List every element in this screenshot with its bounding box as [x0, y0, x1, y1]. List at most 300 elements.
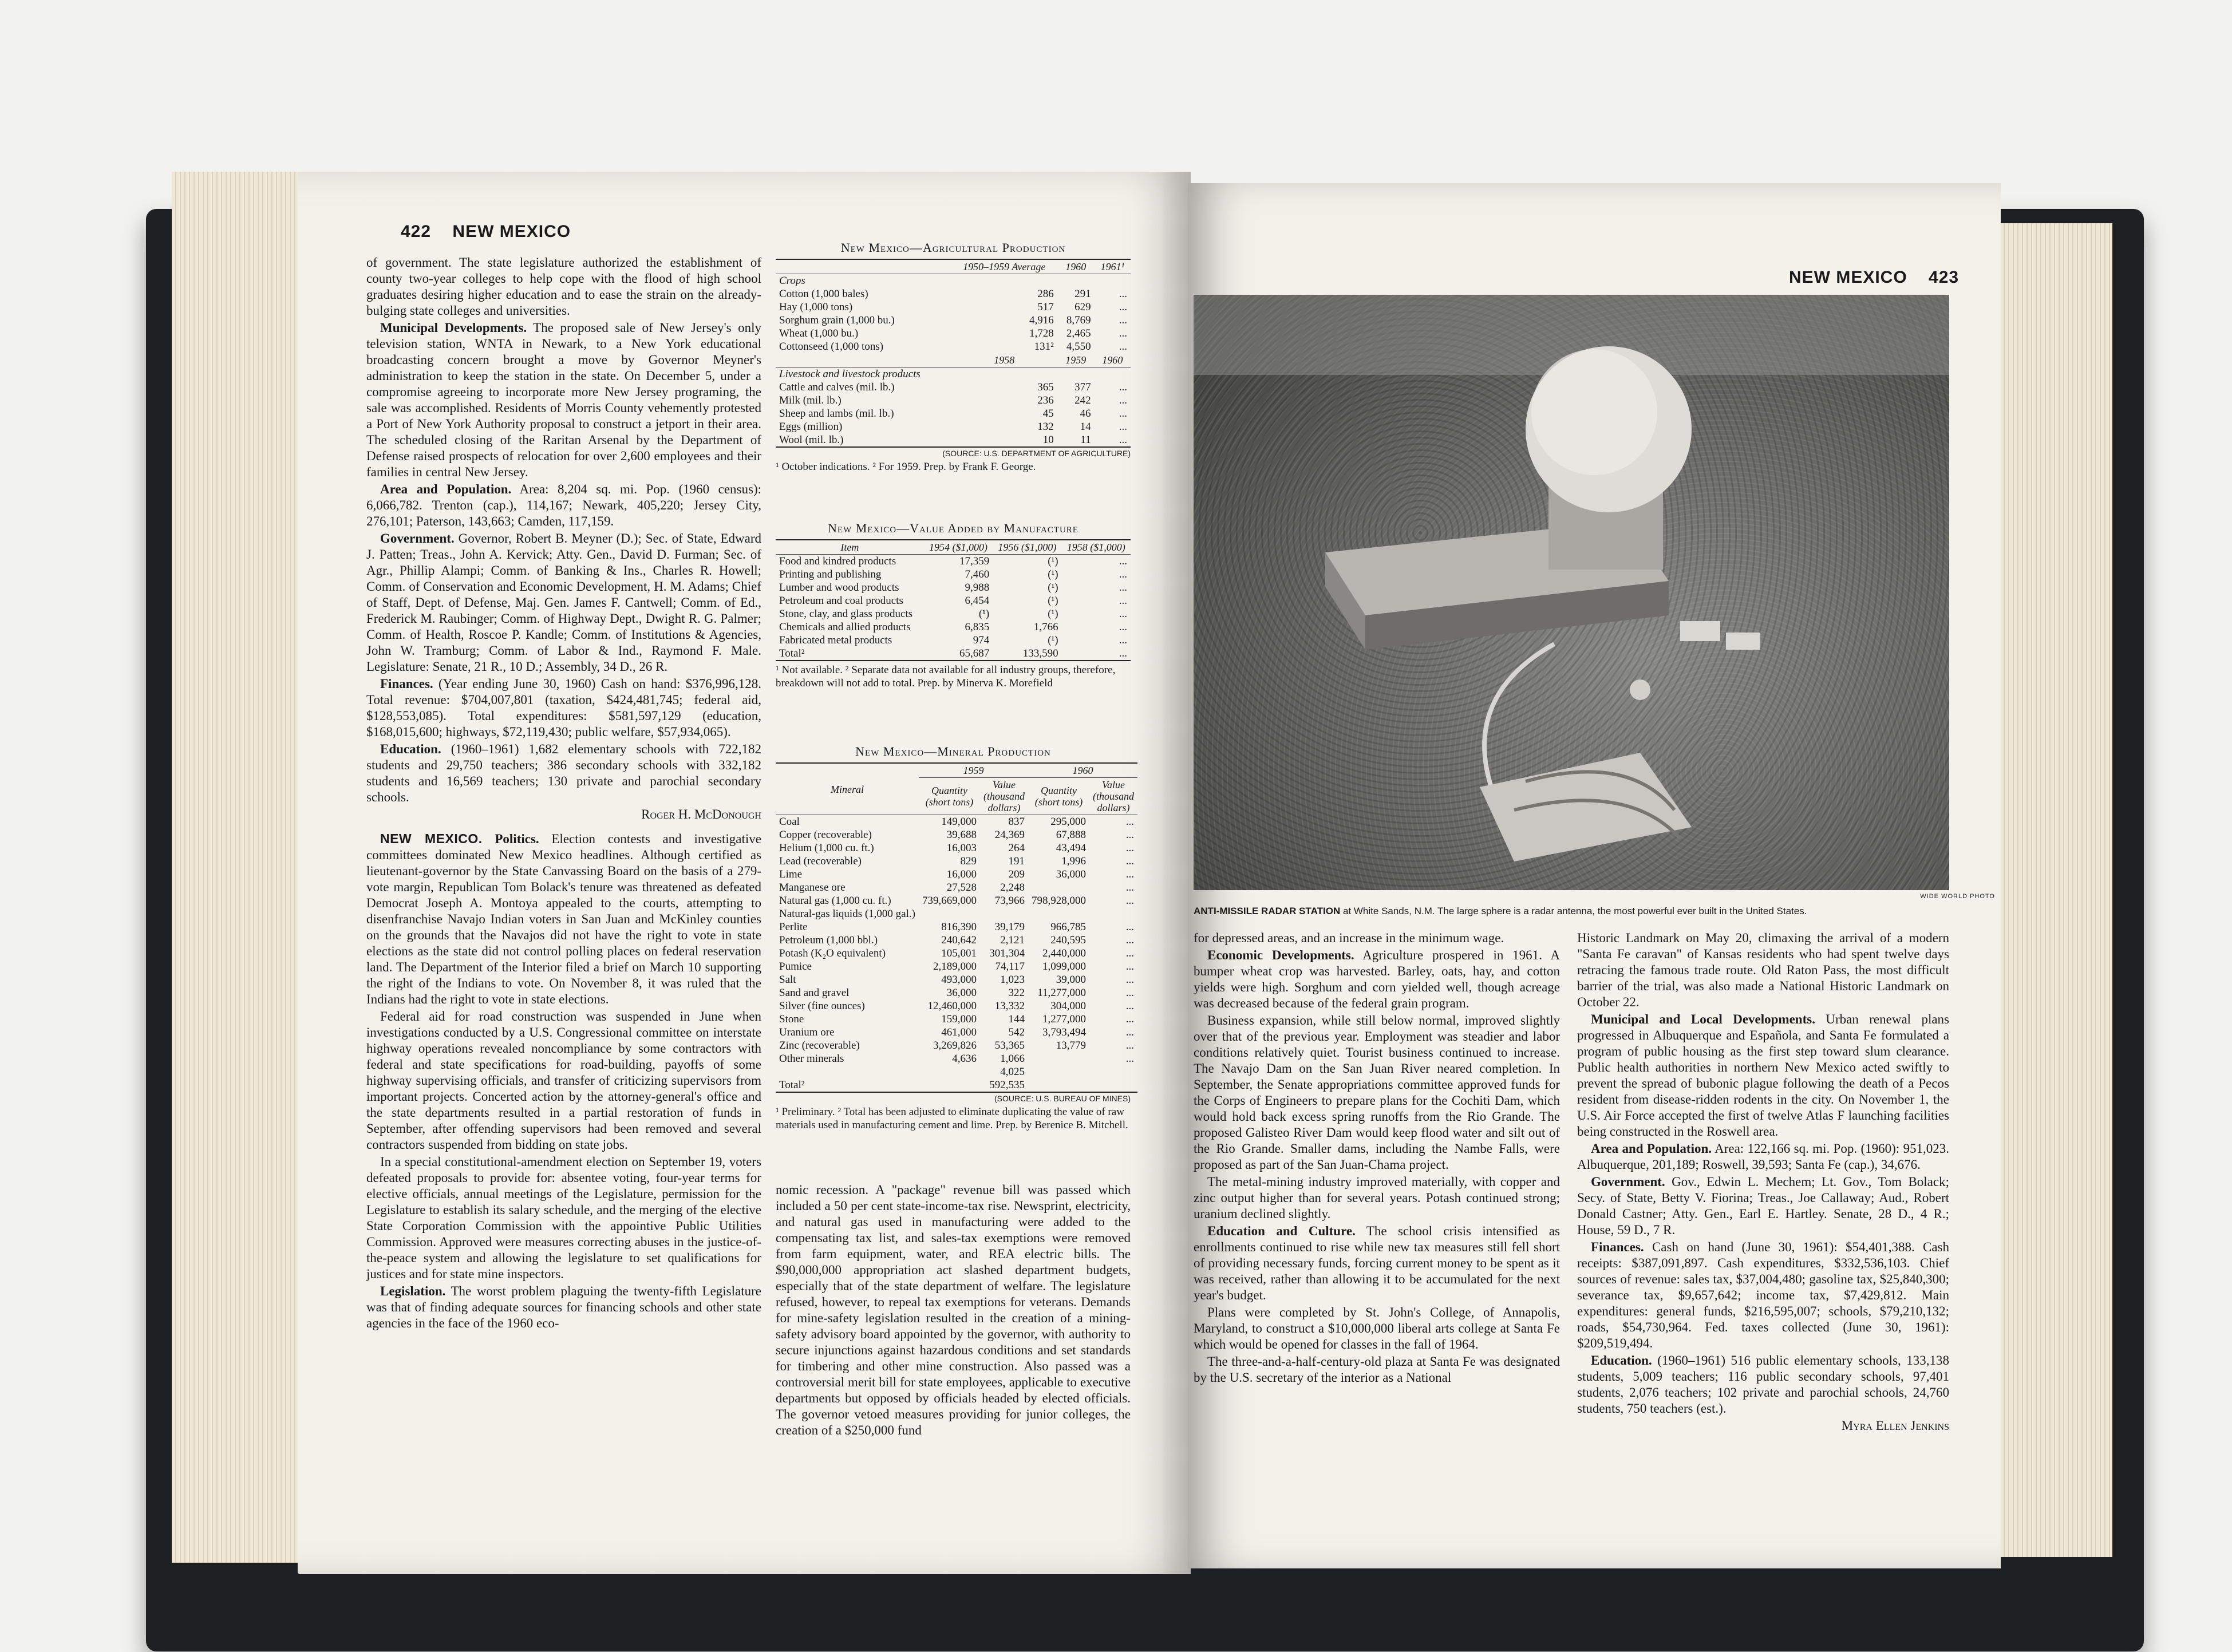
table-cell: [1095, 367, 1131, 381]
row-label: Milk (mil. lb.): [779, 394, 842, 406]
table-row: [776, 274, 1131, 288]
column-header: 1954 ($1,000): [924, 540, 993, 555]
paragraph-text: Urban renewal plans progressed in Albuquerque and Española, and Santa Fe formulated a program of public housing as the first step toward slum clearance. Public health authorities in northern New Mexico acted swiftly to prevent the spread of bubonic plague following the death of a Pecos resident from disease-ridden rodents in the city. On November 1, the U.S. Air Force accepted the first of twelve Atlas F launching facilities being constructed in the Roswell area.: [1577, 1012, 1950, 1139]
table-cell: 966,785: [1050, 921, 1086, 933]
table-cell: 301,304: [989, 947, 1025, 959]
table-cell: ...: [1125, 829, 1134, 841]
paragraph: [366, 831, 761, 1007]
table-cell: [1028, 881, 1089, 894]
table-row: [776, 634, 1131, 647]
manufacture-rows: [776, 555, 1131, 647]
table-cell: 16,003: [946, 842, 977, 854]
row-label: Potash (K₂O equivalent): [779, 947, 886, 959]
column-header: [776, 353, 951, 367]
left-column-2: [776, 1182, 1131, 1440]
table-cell: 2,248: [1000, 882, 1025, 894]
paragraph-text: Area: 122,166 sq. mi. Pop. (1960): 951,023. Albuquerque, 201,189; Roswell, 39,593; Santa Fe (cap.), 34,676.: [1577, 1141, 1950, 1172]
row-label: Stone: [779, 1013, 804, 1025]
row-label: Zinc (recoverable): [779, 1040, 860, 1052]
table-cell: [951, 274, 1057, 288]
column-header: Item: [776, 540, 924, 555]
table-cell: ...: [1119, 301, 1127, 313]
article-heading: NEW MEXICO.: [380, 831, 483, 846]
table-cell: ...: [1125, 855, 1134, 867]
column-header: Mineral: [776, 763, 919, 815]
row-label: Uranium ore: [779, 1026, 835, 1038]
table-cell: 3,793,494: [1042, 1026, 1086, 1038]
paragraph: Business expansion, while still below normal, improved slightly over that of the previous year. Employment was steadier and labor conditions relatively quiet. Tourist business continued to increase. The Navajo Dam on the San Juan River neared completion. In September, the Senate appropriations committee approved funds for the Corps of Engineers to prepare plans for the Cochiti Dam, which would hold back excess spring runoffs from the Rio Grande. The proposed Galisteo River Dam would keep flood water and silt out of the Rio Grande. Smaller dams, including the Nambe Falls, were proposed as part of the San Juan-Chama project.: [1194, 1013, 1560, 1172]
table-cell: 46: [1080, 408, 1091, 420]
table-header-row: [776, 763, 1137, 778]
paragraph-text: (1960–1961) 516 public elementary schools, 133,138 students, 5,009 teachers; 116 public secondary schools, 97,401 students, 2,076 teachers; 102 private and parochial schools, 24,760 students, 750 teachers (est.).: [1577, 1353, 1949, 1416]
paragraph: [366, 481, 761, 529]
paragraph: [1194, 1223, 1560, 1303]
table-cell: (¹): [1048, 555, 1058, 567]
paragraph: [1194, 947, 1560, 1011]
table-cell: 2,189,000: [933, 961, 977, 973]
table-cell: (¹): [1048, 595, 1058, 607]
table-cell: 322: [1008, 987, 1025, 999]
table-row: [776, 841, 1137, 855]
table-cell: 1,996: [1061, 855, 1086, 867]
table-cell: 132: [1037, 421, 1054, 433]
column-header: 1960: [1095, 353, 1131, 367]
paragraph: [1577, 1239, 1949, 1351]
table-cell: 1,766: [1033, 621, 1058, 633]
table-cell: 27,528: [946, 882, 977, 894]
paragraph-text: Agriculture prospered in 1961. A bumper wheat crop was harvested. Barley, oats, hay, and cotton yields were high. Sorghum and corn yielded well, though acreage was decreased because of the federal grain program.: [1194, 948, 1561, 1010]
paragraph: [1577, 1141, 1949, 1173]
row-label: Food and kindred products: [779, 555, 896, 567]
table-row: [776, 314, 1131, 327]
table-cell: 377: [1074, 381, 1091, 393]
table-cell: 74,117: [995, 961, 1025, 973]
table-cell: 592,535: [989, 1079, 1025, 1091]
column-header: 1950–1959 Average: [951, 259, 1057, 274]
table-cell: [1095, 274, 1131, 288]
table-row: [776, 367, 1131, 381]
table-cell: 3,269,826: [933, 1040, 977, 1052]
table-row: [776, 855, 1137, 868]
section-heading: Area and Population.: [1591, 1141, 1712, 1156]
table-cell: 39,179: [994, 921, 1025, 933]
table-cell: ...: [1125, 1053, 1134, 1065]
paragraph-text: (Year ending June 30, 1960) Cash on hand: $376,996,128. Total revenue: $704,007,801 (taxation, $424,481,745; federal aid, $128,553,085). Total expenditures: $581,597,129 (education, $168,015,600; highways, $72,119,430; public welfare, $57,934,065).: [366, 677, 761, 739]
table-row: [776, 973, 1137, 986]
table-cell: 816,390: [941, 921, 977, 933]
row-label: Lime: [779, 868, 803, 880]
table-cell: [1028, 907, 1089, 920]
table-cell: ...: [1119, 434, 1127, 446]
table-cell: 11,277,000: [1037, 987, 1086, 999]
table-cell: ...: [1119, 394, 1127, 406]
table-cell: ...: [1119, 647, 1127, 659]
table-cell: 13,779: [1056, 1040, 1086, 1052]
table-cell: 105,001: [941, 947, 977, 959]
section-heading: Education and Culture.: [1207, 1224, 1356, 1238]
table-cell: 1,066: [1000, 1053, 1025, 1065]
table-row: [776, 568, 1131, 581]
table-cell: ...: [1125, 895, 1134, 907]
table-cell: [776, 1065, 919, 1078]
table-cell: ...: [1119, 421, 1127, 433]
paragraph: [366, 531, 761, 675]
table: [776, 762, 1137, 1093]
row-label: Fabricated metal products: [779, 634, 892, 646]
table-cell: [1089, 1078, 1137, 1092]
table-row: [776, 594, 1131, 607]
table-cell: 291: [1074, 288, 1091, 300]
section-heading: Finances.: [1591, 1240, 1644, 1254]
paragraph: Federal aid for road construction was suspended in June when investigations conducted by a U.S. Congressional committee on interstate highway operations revealed noncompliance by some contractors with federal and state specifications for road-building, payoffs of some highway supervising officials, and transfer of criticizing supervisors from important projects. Concerted action by the attorney-general's office and the state departments resulted in a partial restoration of funds in September, after offending supervisors had been removed and several contractors suspended from bidding on state jobs.: [366, 1009, 761, 1152]
table-row: [776, 340, 1131, 353]
paragraph: The three-and-a-half-century-old plaza at Santa Fe was designated by the U.S. secretary of the interior as a National: [1194, 1354, 1560, 1385]
table-note: ¹ October indications. ² For 1959. Prep. by Frank F. George.: [776, 461, 1036, 473]
table-row: [776, 407, 1131, 420]
agricultural-production-table: [776, 240, 1131, 473]
table-cell: 295,000: [1050, 816, 1086, 828]
table-cell: 14: [1080, 421, 1091, 433]
table-row: [776, 1039, 1137, 1052]
column-header: 1960: [1057, 259, 1095, 274]
table-cell: 191: [1008, 855, 1025, 867]
column-header: 1958 ($1,000): [1062, 540, 1131, 555]
row-label: Perlite: [779, 921, 808, 933]
paragraph-text: Cash on hand (June 30, 1961): $54,401,388. Cash receipts: $387,091,897. Cash expenditures, $332,536,103. Chief sources of revenue: sales tax, $37,004,480; gasoline tax, $25,840,300; severance tax, $9,657,642; income tax, $7,429,812. Main expenditures: general funds, $216,595,007; schools, $79,210,132; roads, $54,730,964. Fed. taxes collected (June 30, 1961): $209,519,494.: [1577, 1240, 1950, 1350]
author-signature: Myra Ellen Jenkins: [1841, 1418, 1949, 1433]
table-cell: 53,365: [994, 1040, 1025, 1052]
table-cell: 1,023: [1000, 974, 1025, 986]
row-label: Cattle and calves (mil. lb.): [779, 381, 895, 393]
row-label: Coal: [779, 816, 800, 828]
page-edges-left: [172, 172, 303, 1563]
table-cell: ...: [1119, 288, 1127, 300]
paragraph: nomic recession. A "package" revenue bill was passed which included a 50 per cent state-income-tax rise. Newsprint, electricity, and natural gas used in manufacturing were added to the compensating tax list, and sales-tax exemptions were removed from farm equipment, water, and REA electric bills. The $90,000,000 appropriation act slashed department budgets, especially that of the state department of welfare. The legislature refused, however, to repeal tax exemptions for veterans. Demands for mine-safety legislation resulted in the creation of a mining-safety advisory board appointed by the governor, with authority to secure injunctions against hazardous conditions and set standards for timbering and other mine construction. Also passed was a controversial merit bill for state employees, applicable to executive departments but opposed by officials headed by elected officials. The governor vetoed measures providing for junior colleges, the creation of a $250,000 fund: [776, 1183, 1131, 1437]
table-cell: 73,966: [994, 895, 1025, 907]
table-cell: ...: [1125, 934, 1134, 946]
section-heading: Government.: [380, 531, 455, 546]
section-heading: Legislation.: [380, 1284, 446, 1298]
right-page: [1188, 183, 2001, 1568]
column-header: [776, 259, 951, 274]
row-label: Manganese ore: [779, 882, 846, 894]
table-row: [776, 607, 1131, 621]
row-label: Other minerals: [779, 1053, 844, 1065]
row-label: Hay (1,000 tons): [779, 301, 853, 313]
table-total-row: [776, 647, 1131, 661]
table-title: New Mexico—Value Added by Manufacture: [828, 521, 1079, 535]
paragraph-text: (1960–1961) 1,682 elementary schools with 722,182 students and 29,750 teachers; 386 secondary schools with 332,182 students and 16,569 teachers; 130 private and parochial secondary schools.: [366, 742, 761, 804]
row-label: Pumice: [779, 961, 812, 973]
row-label: Copper (recoverable): [779, 829, 872, 841]
table-cell: 65,687: [959, 647, 990, 659]
table-note: ¹ Not available. ² Separate data not available for all industry groups, therefore, breakdown will not add to total. Prep. by Minerva K. Morefield: [776, 664, 1116, 689]
table-cell: (¹): [978, 608, 990, 620]
section-heading: Education.: [1591, 1353, 1652, 1368]
column-header: 1956 ($1,000): [993, 540, 1061, 555]
paragraph: [366, 676, 761, 740]
paragraph: The metal-mining industry improved materially, with copper and zinc output higher than for several years. Potash continued strong; uranium declined slightly.: [1194, 1175, 1560, 1221]
table-cell: 4,636: [952, 1053, 977, 1065]
table-cell: ...: [1119, 608, 1127, 620]
table-cell: ...: [1119, 408, 1127, 420]
section-heading: Government.: [1591, 1175, 1665, 1189]
table-row: [776, 1013, 1137, 1026]
table-cell: ...: [1119, 582, 1127, 594]
table-cell: ...: [1119, 621, 1127, 633]
page-number: 422: [401, 222, 432, 241]
paragraph-text: Gov., Edwin L. Mechem; Lt. Gov., Tom Bolack; Secy. of State, Betty V. Fiorina; Treas., Joe Callaway; Aud., Robert Donald Castner; Atty. Gen., Earl E. Hartley. Senate, 28 D., 4 R.; House, 59 D., 7 R.: [1577, 1175, 1949, 1237]
table-cell: [1028, 1078, 1089, 1092]
table-cell: 1,277,000: [1042, 1013, 1086, 1025]
table-cell: 4,916: [1029, 314, 1054, 326]
table-row: [776, 986, 1137, 999]
table-cell: 11: [1080, 434, 1091, 446]
table-cell: 6,835: [965, 621, 990, 633]
table-cell: ...: [1125, 921, 1134, 933]
running-head-right: [1789, 268, 1959, 287]
table-row: [776, 894, 1137, 907]
table-cell: ...: [1119, 381, 1127, 393]
section-heading: Municipal Developments.: [380, 321, 527, 335]
table-cell: 45: [1042, 408, 1054, 420]
row-label: Sand and gravel: [779, 987, 850, 999]
table-cell: 39,688: [946, 829, 977, 841]
table-row: [776, 934, 1137, 947]
table-row: [776, 555, 1131, 568]
section-heading: Politics.: [495, 832, 539, 846]
table-row: [776, 920, 1137, 934]
running-title: NEW MEXICO: [1789, 268, 1907, 287]
table-row: [776, 960, 1137, 973]
table-row: [776, 420, 1131, 433]
table: [776, 259, 1131, 448]
paragraph: [1577, 1353, 1949, 1417]
table-cell: 4,025: [1000, 1066, 1025, 1078]
row-label: Cotton (1,000 bales): [779, 288, 868, 300]
paragraph: for depressed areas, and an increase in the minimum wage.: [1194, 931, 1504, 945]
table-row: [776, 828, 1137, 841]
table-cell: (¹): [1048, 634, 1058, 646]
table-row: [776, 868, 1137, 881]
table-cell: ...: [1119, 555, 1127, 567]
table-cell: 493,000: [941, 974, 977, 986]
table-cell: 365: [1037, 381, 1054, 393]
row-label: Wool (mil. lb.): [779, 434, 844, 446]
total-label: Total²: [779, 647, 805, 659]
paragraph: [366, 320, 761, 480]
table-row: [776, 1065, 1137, 1078]
table-cell: 517: [1037, 301, 1054, 313]
table-title: New Mexico—Mineral Production: [855, 744, 1051, 758]
table-cell: [1057, 274, 1095, 288]
table-cell: ...: [1125, 961, 1134, 973]
table-cell: 1,099,000: [1042, 961, 1086, 973]
table-cell: 8,769: [1066, 314, 1091, 326]
photo-caption: [1194, 906, 1955, 917]
table-cell: [919, 1078, 980, 1092]
section-heading: Area and Population.: [380, 482, 512, 496]
table-source: (SOURCE: U.S. BUREAU OF MINES): [994, 1094, 1131, 1103]
table-cell: ...: [1119, 634, 1127, 646]
table-cell: 17,359: [959, 555, 990, 567]
table-cell: 12,460,000: [927, 1000, 977, 1012]
caption-text: at White Sands, N.M. The large sphere is a radar antenna, the most powerful ever built in the United States.: [1342, 906, 1807, 916]
row-label: Petroleum and coal products: [779, 595, 903, 607]
row-label: Lumber and wood products: [779, 582, 899, 594]
paragraph: Historic Landmark on May 20, climaxing the arrival of a modern "Santa Fe caravan" of Kansas residents who had spent twelve days retracing the famous trade route. Old Raton Pass, the most difficult barrier of the trial, was also made a National Historic Landmark on October 22.: [1577, 931, 1949, 1009]
column-header: 1958: [951, 353, 1057, 367]
table-cell: 236: [1037, 394, 1054, 406]
table-cell: ...: [1125, 816, 1134, 828]
table-header-row: [776, 259, 1131, 274]
paragraph-text: The proposed sale of New Jersey's only television station, WNTA in Newark, to a New York educational broadcasting concern brought a move by Governor Meyner's administration to keep the station in the state. On December 5, under a compromise agreeing to incorporate more New Jersey programing, the sale was accomplished. Residents of Morris County vehemently protested a Port of New York Authority proposal to construct a jetport in their area. The scheduled closing of the Raritan Arsenal by the Department of Defense raised prospects of relocation for over 2,600 employees and their families in central New Jersey.: [366, 321, 761, 479]
table-cell: 9,988: [965, 582, 990, 594]
table-cell: ...: [1125, 1013, 1134, 1025]
table-cell: [1089, 1065, 1137, 1078]
table-cell: 16,000: [946, 868, 977, 880]
right-column-2: [1577, 930, 1949, 1435]
row-label: Printing and publishing: [779, 568, 882, 580]
table-row: [776, 1052, 1137, 1065]
table-header-row: [776, 353, 1131, 367]
table-title: New Mexico—Agricultural Production: [840, 240, 1066, 255]
running-head-left: [401, 222, 571, 242]
table-cell: ...: [1125, 868, 1134, 880]
table-cell: ...: [1125, 1026, 1134, 1038]
table-cell: ...: [1125, 882, 1134, 894]
table-row: [776, 287, 1131, 301]
table-row: [776, 815, 1137, 829]
table-row: [776, 1026, 1137, 1039]
radar-station-illustration: [1194, 295, 1949, 890]
table-cell: 829: [960, 855, 977, 867]
column-header: 1959: [1057, 353, 1095, 367]
table-cell: [1028, 1052, 1089, 1065]
table-cell: 2,440,000: [1042, 947, 1086, 959]
table-cell: ...: [1125, 1040, 1134, 1052]
left-page: [298, 172, 1191, 1574]
paragraph: Plans were completed by St. John's College, of Annapolis, Maryland, to construct a $10,000,000 liberal arts college at Santa Fe which would be opened for classes in the fall of 1964.: [1194, 1305, 1560, 1351]
table-cell: [1028, 1065, 1089, 1078]
table-cell: [951, 367, 1057, 381]
section-heading: Economic Developments.: [1207, 948, 1354, 962]
table-row: [776, 394, 1131, 407]
paragraph-text: Election contests and investigative committees dominated New Mexico headlines. Although certified as lieutenant-governor by the State Canvassing Board on the basis of a 279-vote margin, Republican Tom Bolack's tenure was threatened as defeated Democrat Joseph A. Montoya appealed to the courts, attempting to disenfranchise Navajo Indian voters in San Juan and McKinley counties on the grounds that the Navajos did not have the right to vote in state elections as the state did not control polling places on federal reservation land. The Department of the Interior filed a brief on March 10 supporting the right of the Indians to vote. On November 8, it was ruled that the Indians had the right to vote in state elections.: [366, 832, 761, 1006]
section-heading: Municipal and Local Developments.: [1591, 1012, 1815, 1026]
table-cell: 2,121: [1000, 934, 1025, 946]
table-cell: [919, 1065, 980, 1078]
group-label: Livestock and livestock products: [779, 368, 921, 380]
table-cell: 240,642: [941, 934, 977, 946]
table-cell: 67,888: [1056, 829, 1086, 841]
table: [776, 539, 1131, 661]
table-cell: [1057, 367, 1095, 381]
table-row: [776, 433, 1131, 447]
row-label: Chemicals and allied products: [779, 621, 911, 633]
table-cell: ...: [1125, 947, 1134, 959]
table-cell: 798,928,000: [1031, 895, 1086, 907]
table-cell: ...: [1119, 341, 1127, 353]
table-cell: 974: [973, 634, 990, 646]
table-cell: ...: [1125, 987, 1134, 999]
table-cell: 4,550: [1066, 341, 1091, 353]
table-cell: ...: [1119, 595, 1127, 607]
table-cell: (¹): [1048, 582, 1058, 594]
table-row: [776, 999, 1137, 1013]
paragraph: [366, 741, 761, 805]
table-cell: 286: [1037, 288, 1054, 300]
table-cell: ...: [1119, 314, 1127, 326]
livestock-rows: [776, 381, 1131, 447]
author-signature: Roger H. McDonough: [641, 807, 761, 821]
row-label: Natural gas (1,000 cu. ft.): [779, 895, 891, 907]
column-header: Value (thousand dollars): [1089, 778, 1137, 815]
table-cell: 24,369: [994, 829, 1025, 841]
caption-heading: ANTI-MISSILE RADAR STATION: [1194, 906, 1341, 916]
table-cell: 159,000: [941, 1013, 977, 1025]
row-label: Natural-gas liquids (1,000 gal.): [779, 908, 915, 920]
table-cell: ...: [1119, 327, 1127, 339]
paragraph-text: Governor, Robert B. Meyner (D.); Sec. of State, Edward J. Patten; Treas., John A. Kervick; Atty. Gen., David D. Furman; Sec. of Agr., Phillip Alampi; Comm. of Banking & Ins., Charles R. Howell; Comm. of Conservation and Economic Development, H. M. Adams; Chief of Staff, Dept. of Defense, Maj. Gen. James F. Cantwell; Comm. of Ed., Frederick M. Raubinger; Comm. of Highway Dept., Dwight R. G. Palmer; Comm. of Health, Roscoe P. Kandle; Comm. of Institutions & Agencies, John W. Tramburg; Comm. of Labor & Ind., Raymond F. Male. Legislature: Senate, 21 R., 10 D.; Assembly, 34 D., 26 R.: [366, 531, 761, 674]
left-column-1: [366, 255, 761, 1333]
table-source: (SOURCE: U.S. DEPARTMENT OF AGRICULTURE): [942, 449, 1131, 458]
table-cell: ...: [1119, 568, 1127, 580]
table-cell: ...: [1125, 842, 1134, 854]
row-label: Lead (recoverable): [779, 855, 862, 867]
total-label: Total²: [779, 1079, 805, 1091]
mineral-rows: [776, 815, 1137, 1066]
paragraph: [1577, 1174, 1949, 1238]
table-cell: (¹): [1048, 608, 1058, 620]
table-row: [776, 621, 1131, 634]
column-header: 1960: [1028, 763, 1137, 778]
column-header: Quantity (short tons): [1028, 778, 1089, 815]
row-label: Wheat (1,000 bu.): [779, 327, 859, 339]
photo-credit: WIDE WORLD PHOTO: [1920, 893, 1995, 900]
paragraph-text: The worst problem plaguing the twenty-fifth Legislature was that of finding adequate sources for financing schools and other state agencies in the face of the 1960 eco-: [366, 1284, 761, 1330]
table-row: [776, 301, 1131, 314]
table-cell: 837: [1008, 816, 1025, 828]
column-header: 1959: [919, 763, 1028, 778]
table-cell: 13,332: [994, 1000, 1025, 1012]
table-note: ¹ Preliminary. ² Total has been adjusted to eliminate duplicating the value of raw materials used in manufacturing cement and lime. Prep. by Berenice B. Mitchell.: [776, 1106, 1128, 1131]
table-row: [776, 881, 1137, 894]
row-label: Sheep and lambs (mil. lb.): [779, 408, 894, 420]
page-number: 423: [1929, 268, 1960, 287]
table-cell: 1,728: [1029, 327, 1054, 339]
row-label: Helium (1,000 cu. ft.): [779, 842, 874, 854]
row-label: Salt: [779, 974, 796, 986]
table-cell: 36,000: [946, 987, 977, 999]
table-row: [776, 947, 1137, 960]
table-cell: 240,595: [1050, 934, 1086, 946]
column-header: 1961¹: [1095, 259, 1131, 274]
paragraph-text: The school crisis intensified as enrollments continued to rise while new tax measures still fell short of providing necessary funds, forcing current money to be spent as it was received, rather than allowing it to be accumulated for the next year's budget.: [1194, 1224, 1560, 1302]
table-cell: 133,590: [1022, 647, 1058, 659]
row-label: Cottonseed (1,000 tons): [779, 341, 884, 353]
table-cell: 144: [1008, 1013, 1025, 1025]
table-cell: 264: [1008, 842, 1025, 854]
table-cell: [1089, 907, 1137, 920]
table-cell: (¹): [1048, 568, 1058, 580]
right-column-1: [1194, 930, 1560, 1387]
row-label: Sorghum grain (1,000 bu.): [779, 314, 895, 326]
paragraph: In a special constitutional-amendment election on September 19, voters defeated proposals to provide for: absentee voting, four-year terms for elective officials, annual meetings of the Legislature, permission for the Legislature to establish its salary schedule, and the merging of the elective State Corporation Commission with the appointive Public Utilities Commission. Approved were measures correcting abuses in the justice-of-the-peace system and allowing the legislature to set qualifications for justices and for state mine inspectors.: [366, 1155, 761, 1281]
paragraph: [366, 1283, 761, 1331]
table-cell: 2,465: [1066, 327, 1091, 339]
table-cell: 461,000: [941, 1026, 977, 1038]
